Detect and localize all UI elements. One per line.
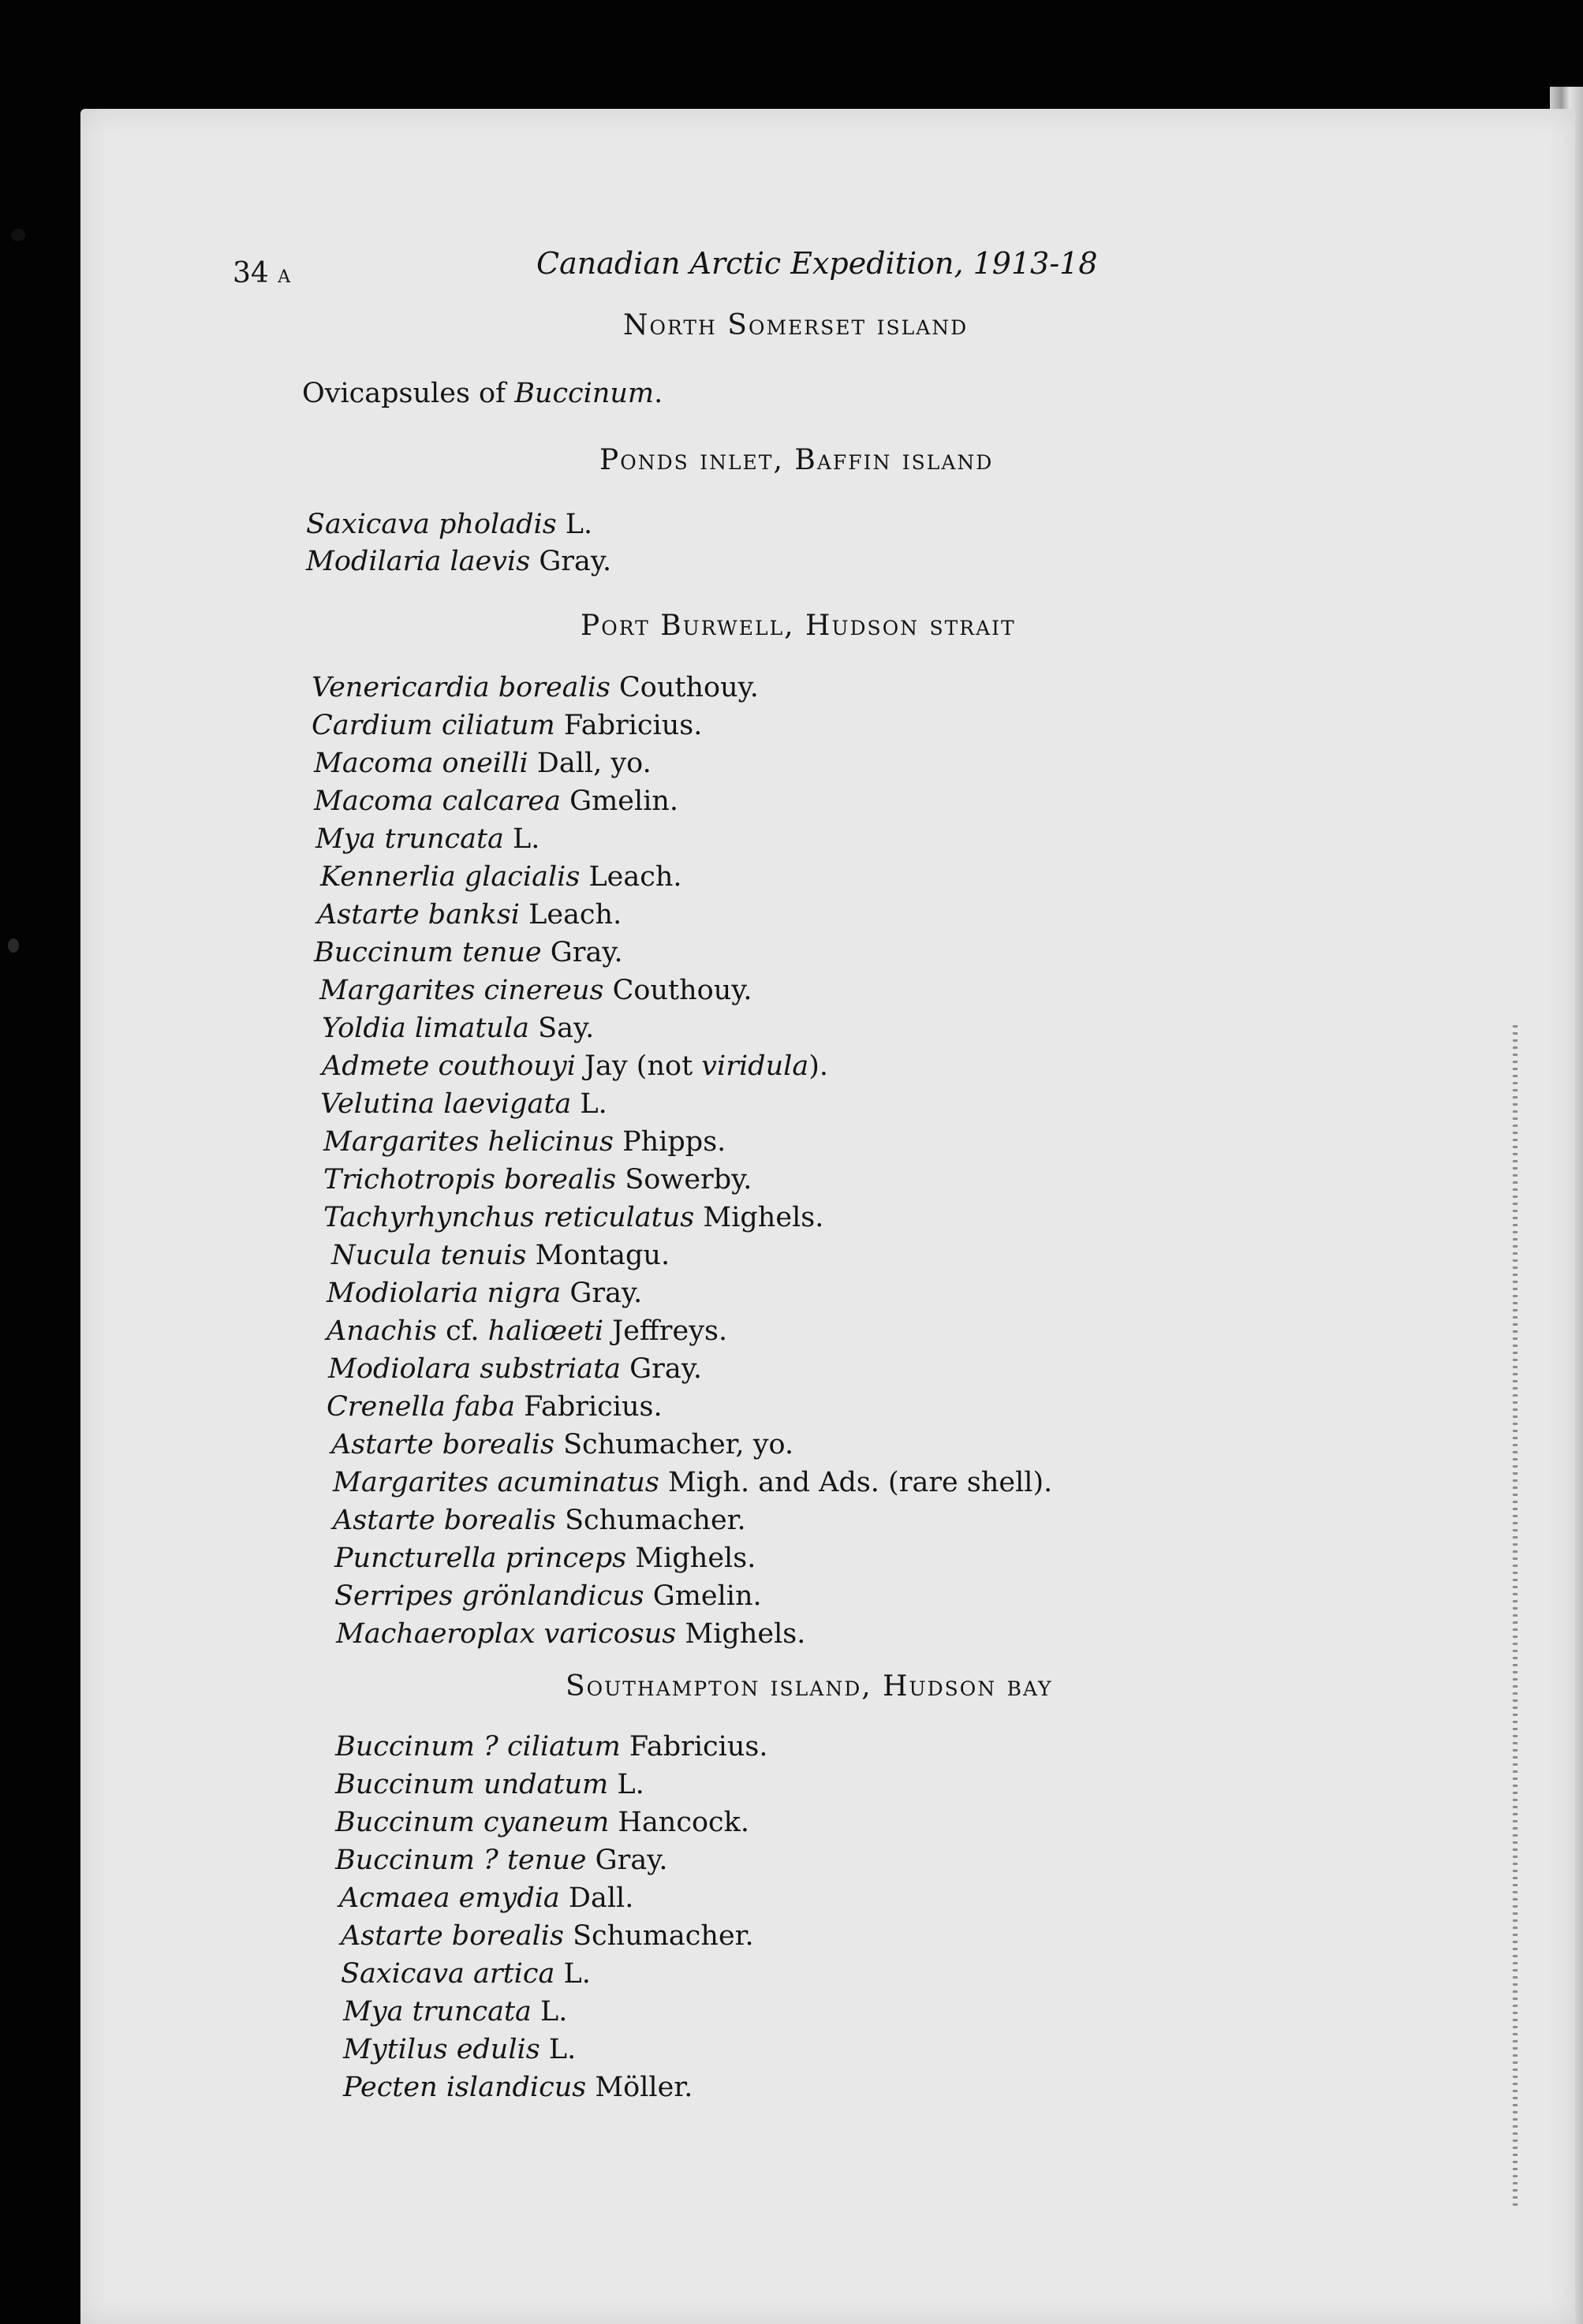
list-item: Mya truncata L. bbox=[343, 1996, 568, 2027]
list-item: Modiolara substriata Gray. bbox=[328, 1353, 702, 1385]
list-item: Acmaea emydia Dall. bbox=[339, 1882, 634, 1914]
list-item: Saxicava pholadis L. bbox=[306, 509, 593, 540]
list-item: Modilaria laevis Gray. bbox=[306, 546, 612, 577]
list-item: Machaeroplax varicosus Mighels. bbox=[336, 1618, 806, 1650]
list-item: Pecten islandicus Möller. bbox=[343, 2072, 693, 2103]
list-item: Macoma oneilli Dall, yo. bbox=[314, 748, 651, 779]
list-item: Buccinum cyaneum Hancock. bbox=[335, 1807, 749, 1838]
page-number bbox=[233, 257, 291, 289]
list-item: Saxicava artica L. bbox=[341, 1958, 591, 1990]
page-number-suffix: A bbox=[278, 267, 292, 287]
list-item: Venericardia borealis Couthouy. bbox=[312, 672, 759, 703]
page-sheet bbox=[80, 109, 1575, 2324]
list-item: Yoldia limatula Say. bbox=[322, 1013, 595, 1044]
scan-speck bbox=[8, 938, 19, 953]
running-head: Canadian Arctic Expedition, 1913-18 bbox=[536, 246, 1098, 281]
section-heading: Port Burwell, Hudson strait bbox=[581, 610, 1016, 642]
scan-speck bbox=[11, 229, 25, 241]
list-item: Astarte banksi Leach. bbox=[317, 899, 622, 931]
list-item: Serripes grönlandicus Gmelin. bbox=[334, 1580, 762, 1612]
list-item: Modiolaria nigra Gray. bbox=[327, 1278, 643, 1309]
list-item: Astarte borealis Schumacher, yo. bbox=[331, 1429, 794, 1460]
list-item: Nucula tenuis Montagu. bbox=[331, 1240, 670, 1271]
list-item: Buccinum tenue Gray. bbox=[314, 937, 623, 968]
list-item: Crenella faba Fabricius. bbox=[327, 1391, 663, 1423]
list-item: Buccinum undatum L. bbox=[335, 1769, 644, 1800]
list-item: Ovicapsules of Buccinum. bbox=[302, 378, 663, 409]
list-item: Astarte borealis Schumacher. bbox=[333, 1505, 746, 1536]
page-number-value: 34 bbox=[233, 257, 269, 289]
list-item: Margarites cinereus Couthouy. bbox=[319, 975, 752, 1006]
gutter-edge-marks bbox=[1513, 1025, 1518, 2208]
list-item: Admete couthouyi Jay (not viridula). bbox=[322, 1050, 828, 1082]
section-heading: Ponds inlet, Baffin island bbox=[599, 444, 994, 476]
section-heading: Southampton island, Hudson bay bbox=[566, 1670, 1053, 1703]
section-heading: North Somerset island bbox=[623, 309, 969, 341]
list-item: Tachyrhynchus reticulatus Mighels. bbox=[323, 1202, 824, 1233]
list-item: Anachis cf. haliœeti Jeffreys. bbox=[327, 1315, 728, 1347]
list-item: Margarites helicinus Phipps. bbox=[323, 1126, 726, 1158]
list-item: Macoma calcarea Gmelin. bbox=[314, 785, 679, 817]
list-item: Trichotropis borealis Sowerby. bbox=[323, 1164, 752, 1196]
list-item: Buccinum ? ciliatum Fabricius. bbox=[335, 1731, 768, 1763]
list-item: Velutina laevigata L. bbox=[320, 1088, 607, 1120]
list-item: Cardium ciliatum Fabricius. bbox=[312, 710, 703, 741]
list-item: Margarites acuminatus Migh. and Ads. (rare shell). bbox=[333, 1467, 1053, 1498]
list-item: Mya truncata L. bbox=[315, 823, 540, 855]
list-item: Buccinum ? tenue Gray. bbox=[335, 1845, 668, 1876]
list-item: Puncturella princeps Mighels. bbox=[334, 1542, 756, 1574]
list-item: Mytilus edulis L. bbox=[343, 2034, 577, 2065]
list-item: Astarte borealis Schumacher. bbox=[341, 1920, 754, 1952]
list-item: Kennerlia glacialis Leach. bbox=[320, 861, 682, 893]
